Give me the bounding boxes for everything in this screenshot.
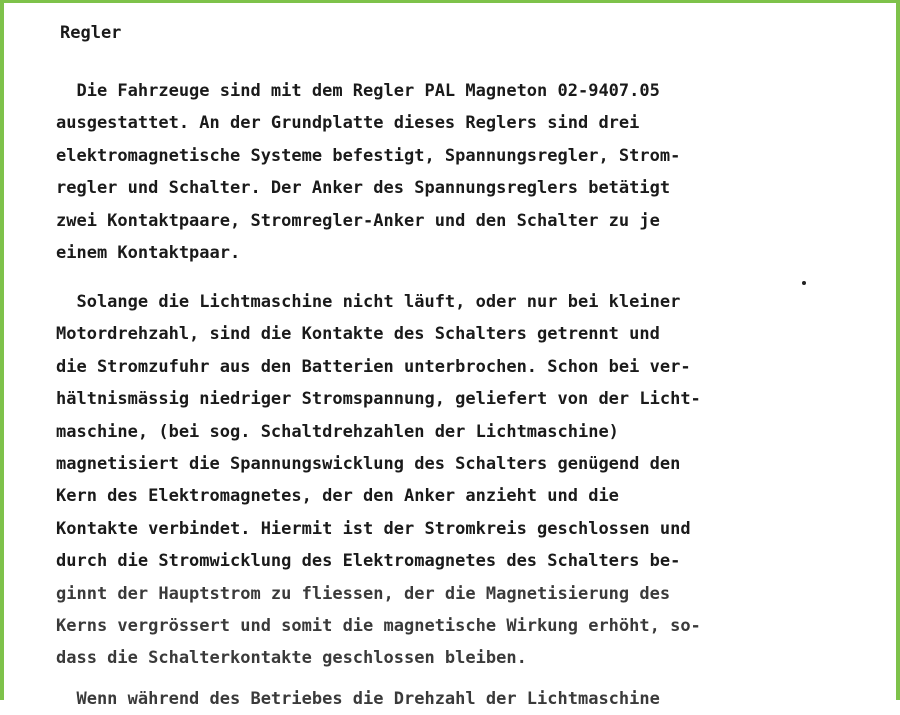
text-line: regler und Schalter. Der Anker des Spannungsreglers betätigt bbox=[56, 178, 671, 199]
text-line: elektromagnetische Systeme befestigt, Spannungsregler, Strom- bbox=[56, 145, 681, 166]
text-line: dass die Schalterkontakte geschlossen bleiben. bbox=[56, 648, 527, 669]
text-line: die Stromzufuhr aus den Batterien unterbrochen. Schon bei ver- bbox=[56, 356, 691, 377]
ink-speck bbox=[802, 281, 806, 285]
text-line: durch die Stromwicklung des Elektromagnetes des Schalters be- bbox=[56, 551, 681, 572]
text-line: Die Fahrzeuge sind mit dem Regler PAL Magneton 02-9407.05 bbox=[56, 81, 660, 101]
text-line: maschine, (bei sog. Schaltdrehzahlen der Lichtmaschine) bbox=[56, 421, 619, 442]
text-line: magnetisiert die Spannungswicklung des Schalters genügend den bbox=[56, 453, 681, 474]
text-line: Motordrehzahl, sind die Kontakte des Schalters getrennt und bbox=[56, 324, 660, 345]
text-line: Kern des Elektromagnetes, der den Anker anzieht und die bbox=[56, 486, 619, 507]
section-heading: Regler bbox=[60, 23, 122, 43]
text-line: ausgestattet. An der Grundplatte dieses Reglers sind drei bbox=[56, 113, 640, 134]
text-line: einem Kontaktpaar. bbox=[56, 242, 241, 263]
text-line: Wenn während des Betriebes die Drehzahl der Lichtmaschine bbox=[56, 689, 660, 709]
text-line: ginnt der Hauptstrom zu fliessen, der die Magnetisierung des bbox=[56, 583, 671, 604]
text-line: Kerns vergrössert und somit die magnetische Wirkung erhöht, so- bbox=[56, 615, 701, 636]
text-line: zwei Kontaktpaare, Stromregler-Anker und den Schalter zu je bbox=[56, 210, 660, 231]
text-line: Kontakte verbindet. Hiermit ist der Stromkreis geschlossen und bbox=[56, 518, 691, 539]
text-line: hältnismässig niedriger Stromspannung, geliefert von der Licht- bbox=[56, 389, 701, 410]
paragraph-1 bbox=[56, 75, 896, 269]
paragraph-2 bbox=[56, 286, 896, 675]
text-line: Solange die Lichtmaschine nicht läuft, oder nur bei kleiner bbox=[56, 292, 681, 312]
paragraph-3 bbox=[56, 683, 896, 715]
